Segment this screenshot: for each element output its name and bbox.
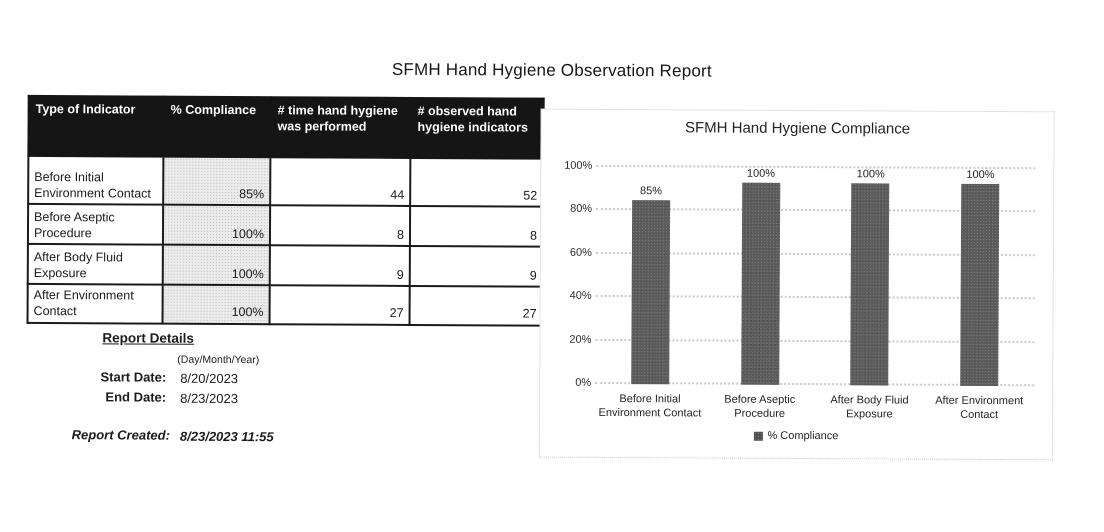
- compliance-cell: 85%: [163, 157, 270, 206]
- indicator-cell: Before Aseptic Procedure: [28, 204, 163, 245]
- header-type-of-indicator: Type of Indicator: [28, 96, 163, 157]
- report-title: SFMH Hand Hygiene Observation Report: [391, 59, 712, 81]
- compliance-bar: [631, 200, 670, 385]
- bar-value-label: 100%: [856, 168, 885, 181]
- indicator-cell: Before Initial Environment Contact: [28, 156, 163, 205]
- category-label-line: Environment Contact: [598, 407, 702, 420]
- table-row: [28, 244, 543, 287]
- bar-group: [924, 169, 1035, 387]
- category-label-line: Before Initial: [619, 393, 681, 406]
- category-label: [924, 394, 1034, 423]
- performed-cell: 27: [270, 285, 410, 324]
- compliance-cell: 100%: [163, 245, 270, 286]
- observation-table: [27, 95, 545, 326]
- compliance-bar: [741, 183, 780, 385]
- bar-group: [595, 167, 706, 385]
- category-label-line: Contact: [960, 409, 999, 422]
- indicator-cell: After Environment Contact: [28, 284, 163, 323]
- performed-cell: 8: [270, 205, 410, 246]
- category-label-line: Procedure: [734, 407, 786, 421]
- legend-label: % Compliance: [767, 429, 839, 443]
- compliance-cell: 100%: [163, 205, 270, 246]
- x-axis-labels: [595, 392, 1034, 423]
- bar-value-label: 100%: [746, 167, 776, 180]
- compliance-bar: [851, 183, 890, 385]
- bar-value-label: 85%: [640, 184, 663, 197]
- start-date-value: 8/20/2023: [180, 370, 239, 387]
- bar-group: [815, 168, 926, 386]
- table-row: [28, 284, 543, 325]
- observed-cell: 8: [410, 206, 543, 247]
- date-format-note: (Day/Month/Year): [177, 353, 260, 367]
- plot-area: [595, 167, 1035, 386]
- observed-cell: 27: [410, 286, 543, 325]
- category-label: [595, 392, 705, 421]
- observed-cell: 52: [410, 158, 543, 207]
- category-label-line: After Body Fluid: [830, 394, 909, 407]
- bar-series: [595, 167, 1035, 386]
- compliance-cell: 100%: [163, 285, 270, 324]
- header-times-performed: # time hand hygiene was performed: [270, 97, 410, 158]
- report-created-label: Report Created:: [71, 427, 170, 443]
- bar-value-label: 100%: [966, 168, 995, 181]
- header-observed-indicators: # observed hand hygiene indicators: [410, 98, 543, 159]
- start-date-label: Start Date:: [100, 369, 167, 385]
- y-axis-tick: 40%: [569, 289, 592, 302]
- category-label: [705, 392, 815, 421]
- indicator-cell: After Body Fluid Exposure: [28, 244, 163, 285]
- observed-cell: 9: [410, 246, 543, 287]
- y-axis-tick: 80%: [570, 202, 593, 215]
- performed-cell: 44: [270, 157, 410, 206]
- category-label: [815, 393, 925, 422]
- performed-cell: 9: [270, 245, 410, 286]
- y-axis-tick: 0%: [575, 376, 592, 389]
- end-date-value: 8/23/2023: [180, 390, 239, 407]
- category-label-line: After Environment: [935, 394, 1024, 408]
- details-heading: Report Details: [102, 330, 195, 346]
- end-date-label: End Date:: [105, 389, 167, 405]
- table-row: [28, 204, 543, 247]
- compliance-chart: [539, 109, 1055, 461]
- header-compliance: % Compliance: [163, 97, 270, 158]
- y-axis-tick: 100%: [564, 159, 593, 172]
- category-label-line: Before Aseptic: [724, 393, 796, 406]
- category-label-line: Exposure: [846, 408, 893, 421]
- legend-marker-icon: [753, 431, 762, 440]
- y-axis-tick: 20%: [569, 333, 592, 346]
- compliance-bar: [960, 184, 999, 386]
- table-header-row: [28, 96, 543, 159]
- bar-group: [705, 167, 816, 385]
- report-created-value: 8/23/2023 11:55: [179, 428, 274, 445]
- y-axis-tick: 60%: [569, 246, 592, 259]
- chart-legend: [540, 429, 1052, 444]
- chart-title: SFMH Hand Hygiene Compliance: [684, 119, 911, 138]
- table-row: [28, 156, 543, 207]
